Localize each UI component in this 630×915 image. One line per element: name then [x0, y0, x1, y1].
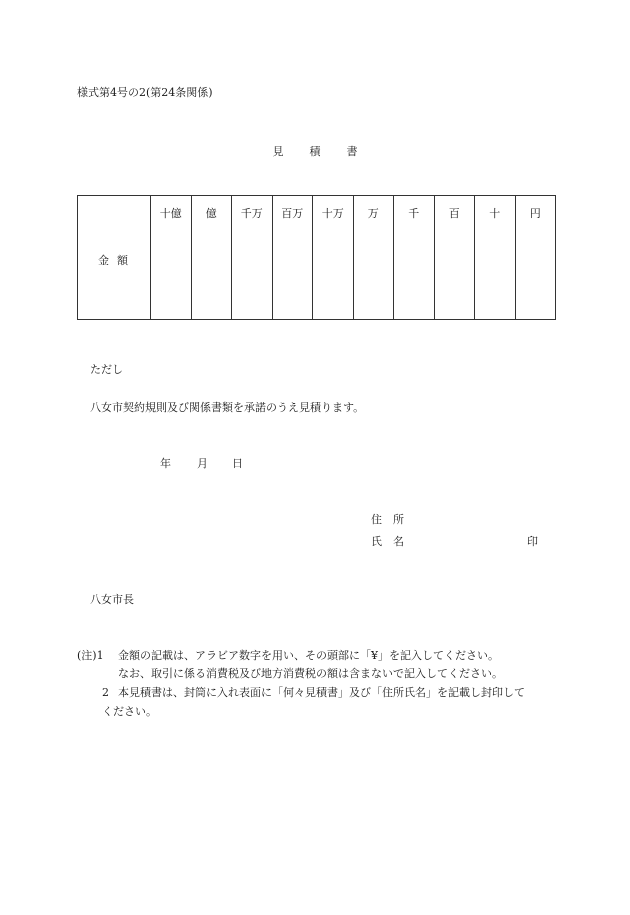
document-title: 見積書 [272, 145, 384, 158]
amount-table [77, 195, 556, 320]
digit-cell-hyakuman[interactable]: 百万 [273, 196, 314, 319]
digit-cell-en[interactable]: 円 [529, 207, 541, 220]
digit-cell-sen[interactable]: 千 [394, 196, 435, 319]
name-label: 氏 名 [371, 535, 404, 548]
proviso-text: 八女市契約規則及び関係書類を承諾のうえ見積ります。 [90, 401, 365, 414]
date-year-label: 年 [160, 457, 171, 470]
amount-label-cell [78, 196, 151, 319]
note2-line2: ください。 [102, 705, 157, 718]
form-number: 様式第4号の2(第24条関係) [77, 86, 213, 99]
note1-line1: 金額の記載は、アラビア数字を用い、その頭部に「¥」を記入してください。 [118, 649, 499, 662]
addressee: 八女市長 [90, 593, 134, 606]
note2-number: 2 [102, 686, 109, 699]
address-label: 住 所 [371, 513, 404, 526]
digit-cell-senman[interactable]: 千万 [232, 196, 273, 319]
digit-cell-oku[interactable]: 億 [192, 196, 233, 319]
note2-line1: 本見積書は、封筒に入れ表面に「何々見積書」及び「住所氏名」を記載し封印して [118, 686, 525, 699]
amount-label: 金額 [98, 254, 136, 267]
note1-line2: なお、取引に係る消費税及び地方消費税の額は含まないで記入してください。 [118, 667, 503, 680]
digit-cell-jyu[interactable]: 十 [475, 196, 516, 319]
digit-cell-hyaku[interactable]: 百 [435, 196, 476, 319]
digit-cell-jyuman[interactable]: 十万 [313, 196, 354, 319]
digit-cells [151, 196, 555, 319]
digit-cell-man[interactable]: 万 [354, 196, 395, 319]
digit-cell-jyuoku[interactable]: 十億 [151, 196, 192, 319]
date-month-label: 月 [197, 457, 208, 470]
proviso-heading: ただし [90, 363, 123, 376]
date-day-label: 日 [232, 457, 243, 470]
notes-prefix: (注)1 [77, 649, 104, 662]
seal-mark: 印 [527, 535, 538, 548]
